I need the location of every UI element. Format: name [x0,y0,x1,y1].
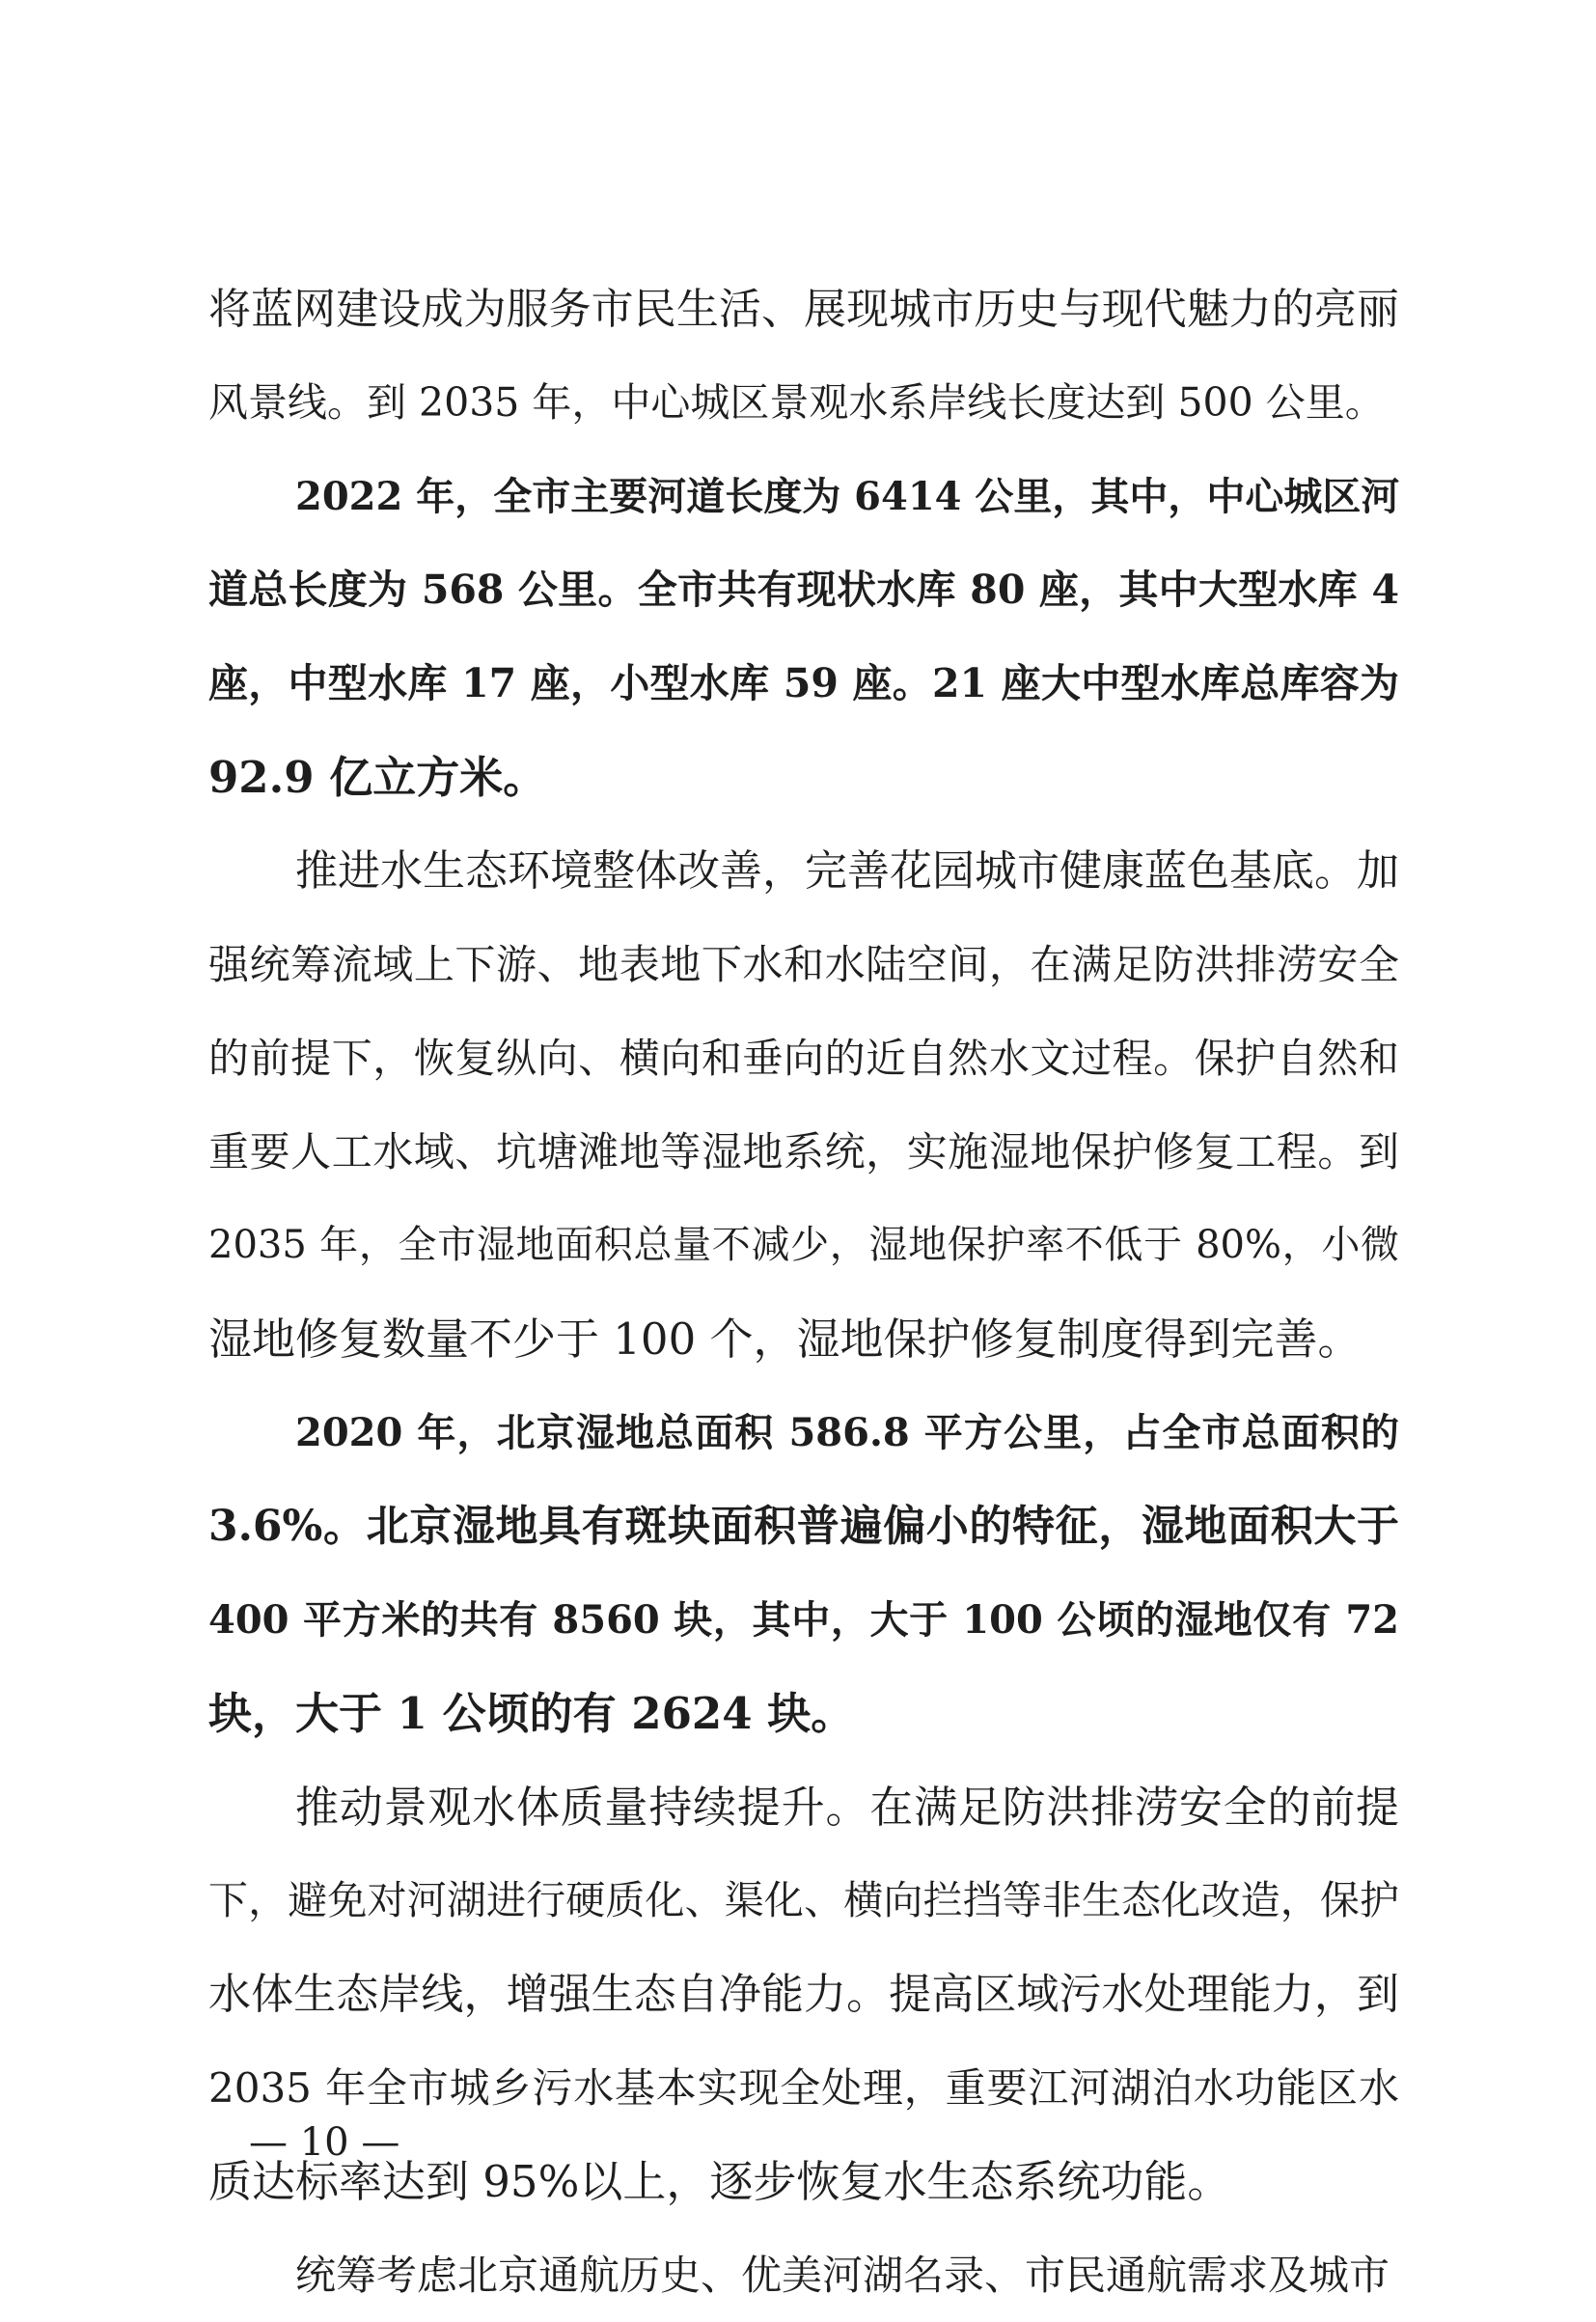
paragraph [208,824,1399,1386]
text-line: 统筹考虑北京通航历史、优美河湖名录、市民通航需求及城市 [295,2252,1390,2299]
text-line: 推进水生态环境整体改善，完善花园城市健康蓝色基底。加 [295,846,1399,896]
text-line: 2020 年，北京湿地总面积 586.8 平方公里，占全市总面积的 [295,1410,1399,1455]
text-line: 的前提下，恢复纵向、横向和垂向的近自然水文过程。保护自然和 [208,1035,1399,1082]
text-line: 道总长度为 568 公里。全市共有现状水库 80 座，其中大型水库 4 [208,567,1399,613]
paragraph [208,1386,1399,1760]
text-line: 2022 年，全市主要河道长度为 6414 公里，其中，中心城区河 [295,474,1400,519]
text-line: 重要人工水域、坑塘滩地等湿地系统，实施湿地保护修复工程。到 [208,1128,1399,1175]
text-line: 推动景观水体质量持续提升。在满足防洪排涝安全的前提 [295,1782,1399,1833]
text-line: 座，中型水库 17 座，小型水库 59 座。21 座大中型水库总库容为 [208,660,1399,706]
text-line: 3.6%。北京湿地具有斑块面积普遍偏小的特征，湿地面积大于 [208,1502,1399,1551]
paragraph [208,263,1399,450]
text-line: 下，避免对河湖进行硬质化、渠化、横向拦挡等非生态化改造，保护 [208,1877,1399,1923]
text-line: 92.9 亿立方米。 [208,752,547,803]
text-line: 质达标率达到 95%以上，逐步恢复水生态系统功能。 [208,2156,1231,2207]
text-line: 2035 年全市城乡污水基本实现全处理，重要江河湖泊水功能区水 [208,2064,1399,2112]
page-body [208,263,1399,2322]
text-line: 400 平方米的共有 8560 块，其中，大于 100 公顷的湿地仅有 72 [208,1597,1399,1643]
paragraph [208,450,1399,824]
text-line: 强统筹流域上下游、地表地下水和水陆空间，在满足防洪排涝安全 [208,941,1399,988]
text-line: 块，大于 1 公顷的有 2624 块。 [208,1688,855,1739]
text-line: 水体生态岸线，增强生态自净能力。提高区域污水处理能力，到 [208,1970,1399,2019]
paragraph [208,2228,1399,2322]
text-line: 湿地修复数量不少于 100 个，湿地保护修复制度得到完善。 [208,1313,1362,1365]
text-line: 风景线。到 2035 年，中心城区景观水系岸线长度达到 500 公里。 [208,379,1385,426]
text-line: 将蓝网建设成为服务市民生活、展现城市历史与现代魅力的亮丽 [208,285,1399,334]
text-line: 2035 年，全市湿地面积总量不减少，湿地保护率不低于 80%，小微 [208,1223,1399,1267]
page-number: — 10 — [249,2120,400,2165]
